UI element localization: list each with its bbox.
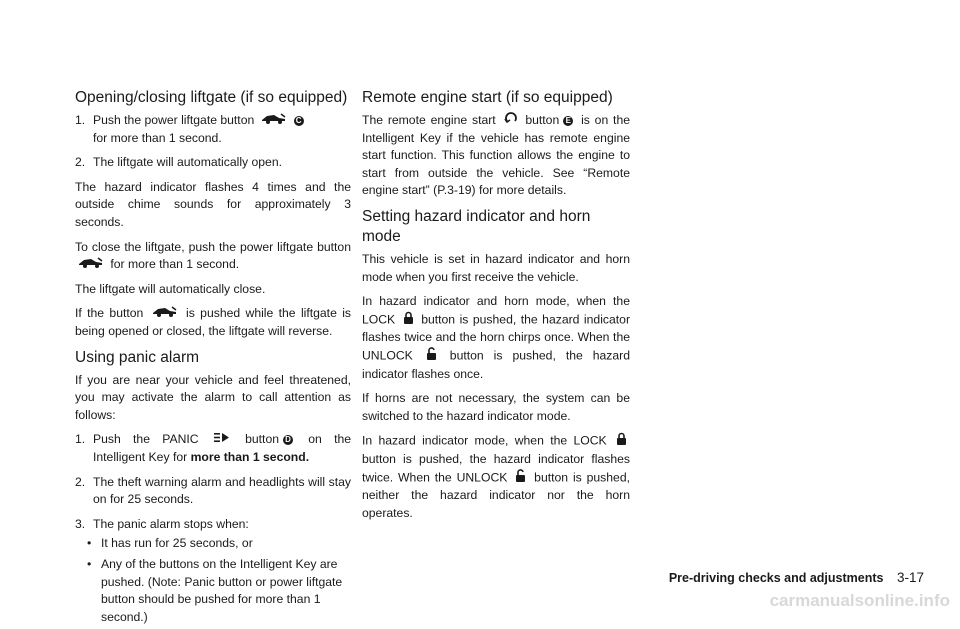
step-2-liftgate-open bbox=[75, 154, 351, 172]
text: for more than 1 second. bbox=[110, 257, 240, 272]
text: The remote engine start bbox=[362, 113, 496, 128]
text: The theft warning alarm and headlights will stay on for 25 seconds. bbox=[93, 474, 351, 507]
text: Push the PANIC bbox=[93, 432, 199, 447]
text: on the Intelligent Key for bbox=[93, 432, 352, 464]
heading-using-panic-alarm: Using panic alarm bbox=[75, 348, 200, 366]
panic-step-1 bbox=[75, 431, 351, 466]
step-text: Push the power liftgate button bbox=[93, 113, 255, 128]
list-item bbox=[75, 556, 351, 626]
paragraph-liftgate-close: The liftgate will automatically close. bbox=[75, 281, 266, 296]
liftgate-icon bbox=[261, 112, 287, 130]
text: button is pushed, the hazard indicator flashes twice and the horn chirps once. When the UNLOCK bbox=[362, 312, 630, 363]
remote-start-icon bbox=[504, 112, 518, 130]
step-number: 1. bbox=[75, 432, 86, 447]
paragraph-remote-start bbox=[362, 112, 630, 200]
text: The panic alarm stops when: bbox=[93, 516, 249, 531]
heading-opening-closing-liftgate: Opening/closing liftgate (if so equipped) bbox=[75, 89, 348, 106]
text: is pushed while the liftgate is being opened or closed, the liftgate will reverse. bbox=[75, 306, 351, 338]
heading-remote-engine-start: Remote engine start (if so equipped) bbox=[362, 89, 613, 106]
step-number: 2. bbox=[75, 474, 86, 489]
bullet-icon: • bbox=[87, 536, 92, 551]
callout-e-icon: E bbox=[563, 116, 573, 126]
text: button is pushed, neither the hazard indicator nor the horn operates. bbox=[362, 470, 630, 520]
text: If the button bbox=[75, 306, 144, 321]
paragraph-panic-intro: If you are near your vehicle and feel threatened, you may activate the alarm to call attention as follows: bbox=[75, 372, 351, 422]
list-item bbox=[75, 535, 351, 553]
text: button is pushed, the hazard indicator flashes twice. When the UNLOCK bbox=[362, 451, 630, 485]
panic-step-3 bbox=[75, 516, 351, 534]
text: button bbox=[525, 113, 560, 128]
text: To close the liftgate, push the power liftgate button bbox=[75, 239, 351, 254]
text: Any of the buttons on the Intelligent Key are pushed. (Note: Panic button or power liftgate button should be pushed for more than 1 second.) bbox=[101, 556, 343, 624]
step-number: 2. bbox=[75, 155, 86, 170]
text: It has run for 25 seconds, or bbox=[101, 536, 253, 551]
bullet-icon: • bbox=[87, 556, 92, 571]
text: In hazard indicator and horn mode, when the LOCK bbox=[362, 294, 630, 327]
text: button is pushed, the hazard indicator flashes once. bbox=[362, 348, 631, 381]
left-column bbox=[75, 88, 351, 629]
liftgate-icon bbox=[152, 305, 178, 323]
panic-step-2 bbox=[75, 474, 351, 509]
step-number: 3. bbox=[75, 516, 86, 531]
page-footer bbox=[634, 570, 924, 585]
paragraph-hazard-mode bbox=[362, 432, 630, 522]
heading-hazard-horn-mode: Setting hazard indicator and horn mode bbox=[362, 207, 591, 245]
liftgate-icon bbox=[78, 256, 104, 274]
page-number: 3-17 bbox=[896, 570, 924, 585]
paragraph-default-mode: This vehicle is set in hazard indicator and horn mode when you first receive the vehicle. bbox=[362, 251, 630, 284]
step-text-cont: for more than 1 second. bbox=[93, 130, 222, 145]
lock-icon bbox=[403, 311, 414, 330]
text: In hazard indicator mode, when the LOCK bbox=[362, 433, 607, 448]
paragraph-horn-mode bbox=[362, 293, 630, 383]
step-text: The liftgate will automatically open. bbox=[93, 155, 283, 170]
watermark: carmanualsonline.info bbox=[769, 591, 950, 610]
footer-section-title: Pre-driving checks and adjustments bbox=[668, 571, 884, 585]
text: is on the Intelligent Key if the vehicle has remote engine start function. This function allows the engine to start from outside the vehicle. See “Remote engine start” (P.3-19) for more details. bbox=[362, 113, 630, 198]
unlock-icon bbox=[515, 469, 526, 488]
step-1-push-liftgate bbox=[75, 112, 351, 147]
panic-icon bbox=[214, 431, 230, 449]
paragraph-hazard-flashes: The hazard indicator flashes 4 times and the outside chime sounds for approximately 3 seconds. bbox=[75, 179, 351, 229]
paragraph-switch-mode: If horns are not necessary, the system can be switched to the hazard indicator mode. bbox=[362, 391, 630, 423]
callout-d-icon: D bbox=[283, 435, 293, 445]
callout-c-icon: C bbox=[294, 116, 304, 126]
unlock-icon bbox=[426, 347, 437, 366]
lock-icon bbox=[616, 432, 627, 451]
paragraph-liftgate-reverse bbox=[75, 305, 351, 340]
text: button bbox=[245, 432, 279, 447]
paragraph-close-liftgate bbox=[75, 239, 351, 274]
right-column bbox=[362, 88, 630, 529]
step-number: 1. bbox=[75, 113, 86, 127]
bold-text: more than 1 second. bbox=[190, 449, 310, 464]
